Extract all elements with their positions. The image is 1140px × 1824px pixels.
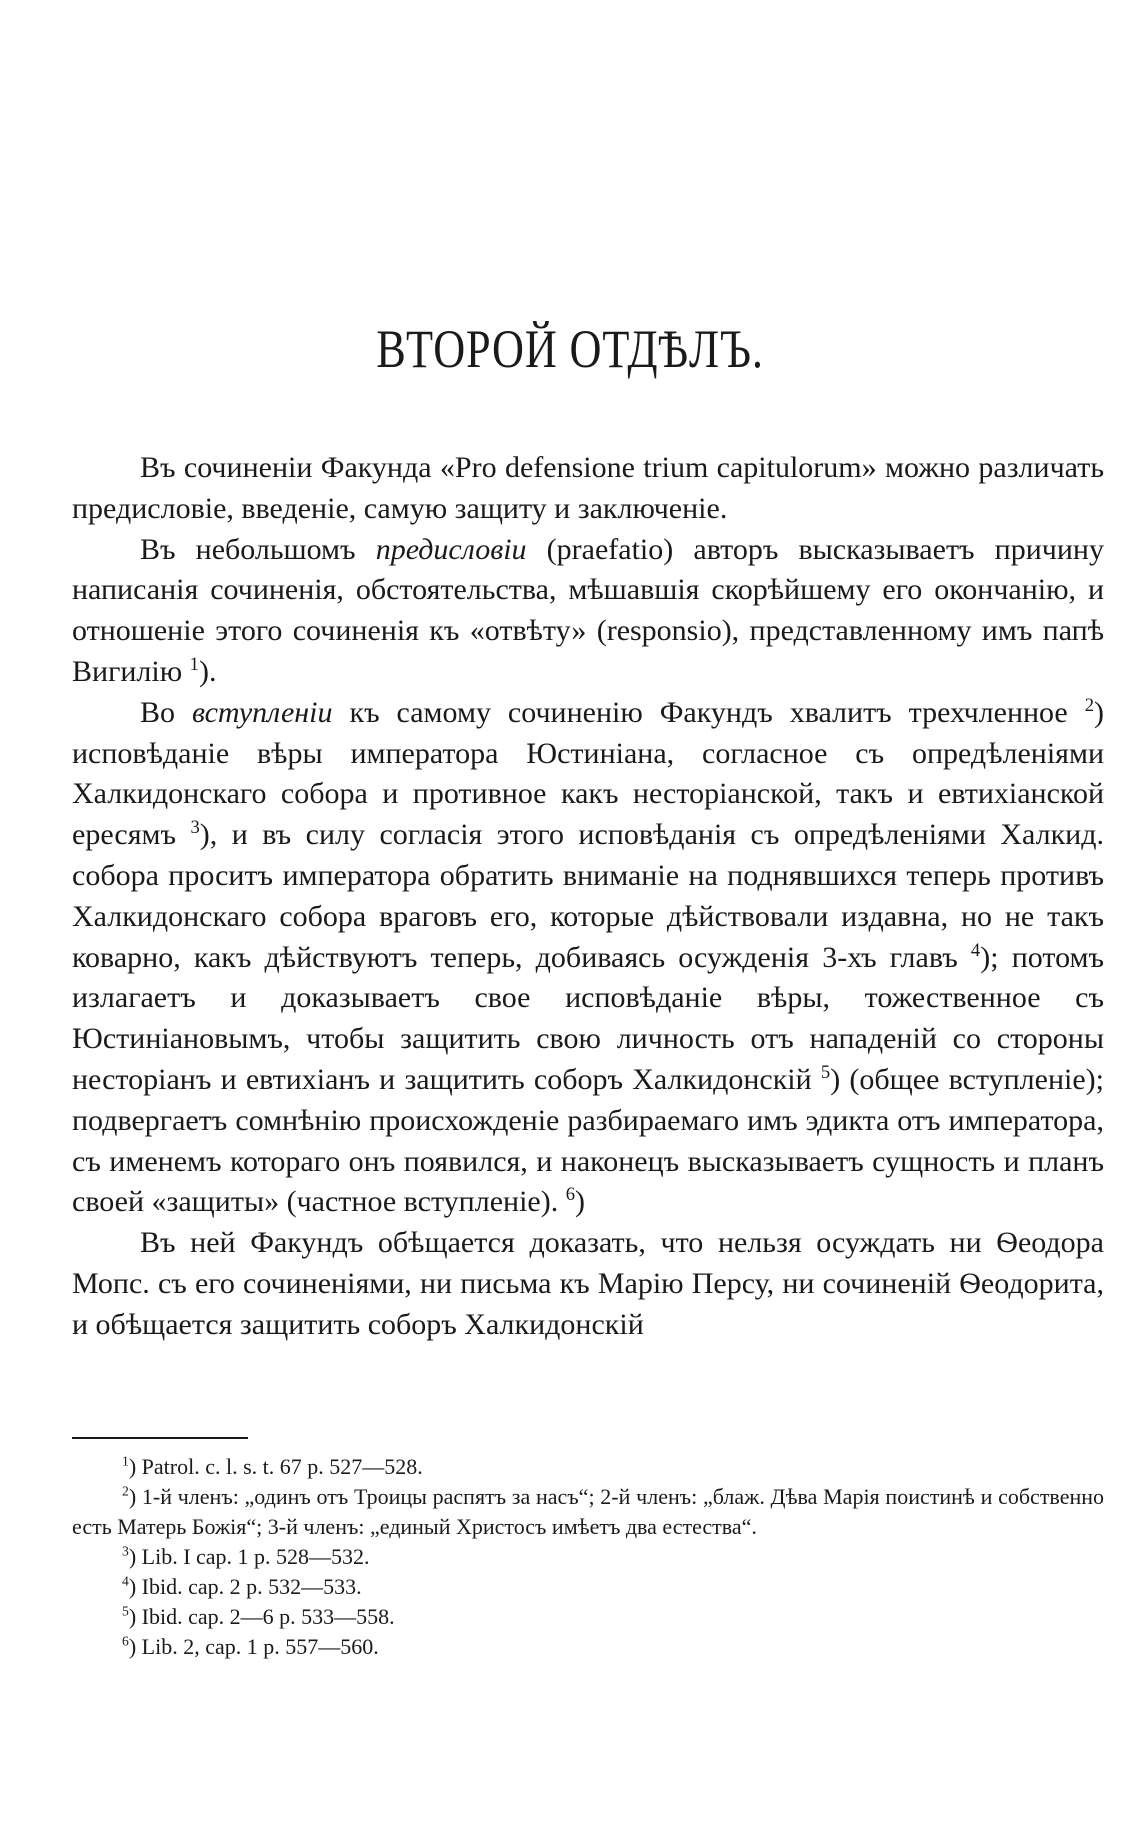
footnote: $^6$) Lib. 2, cap. 1 p. 557—560.	[122, 1633, 379, 1659]
paragraph-text: ).	[198, 654, 217, 688]
footnote-divider	[72, 1437, 248, 1439]
footnotes	[72, 1452, 1104, 1662]
paragraph	[72, 530, 1104, 693]
footnote-text: Lib. I cap. 1 p. 528—532.	[141, 1544, 370, 1569]
footnote-number: 5	[122, 1603, 129, 1619]
footnote-ref: 2	[1084, 694, 1094, 716]
footnote-number: 2	[122, 1483, 129, 1499]
footnote-number: 6	[122, 1633, 129, 1649]
footnote-text: Patrol. c. l. s. t. 67 p. 527—528.	[141, 1454, 423, 1479]
paragraph-text: ) (общее вступленіе); подвергаетъ сомнѣнію происхожденіе разбираемаго имъ эдикта отъ императора, съ именемъ котораго онъ появился, и наконецъ высказываетъ сущность и планъ своей «защиты» (частное вступленіе).	[72, 1062, 1104, 1219]
footnote: $^4$) Ibid. cap. 2 p. 532—533.	[122, 1573, 362, 1599]
paragraph-text: ), и въ силу согласія этого исповѣданія съ опредѣленіями Халкид. собора проситъ императора обратить вниманіе на поднявшихся теперь противъ Халкидонскаго собора враговъ его, которые дѣйствовали издавна, но не такъ коварно, какъ дѣйствуютъ теперь, добиваясь осужденія 3-хъ главъ	[72, 818, 1104, 974]
paragraph-text: Во	[140, 695, 192, 729]
footnote-number: 1	[122, 1453, 129, 1469]
paragraph-text: ); потомъ излагаетъ и доказываетъ свое исповѣданіе вѣры, тожественное съ Юстиніановымъ, чтобы защитить свою личность отъ нападеній со стороны несторіанъ и евтихіанъ и защитить соборъ Халкидонскій	[72, 940, 1105, 1096]
footnote-ref: 6	[565, 1184, 576, 1206]
footnote-text: 1-й членъ: „одинъ отъ Троицы распятъ за насъ“; 2-й членъ: „блаж. Дѣва Марія поистинѣ и собственно есть Матерь Божія“; 3-й членъ: „единый Христосъ имѣетъ два естества“.	[72, 1484, 1104, 1539]
italic-term: вступленіи	[191, 695, 333, 729]
footnote: $^3$) Lib. I cap. 1 p. 528—532.	[122, 1543, 370, 1569]
paragraph-text: Въ небольшомъ	[140, 532, 376, 566]
paragraph-text: ) исповѣданіе вѣры императора Юстиніана, согласное съ опредѣленіями Халкидонскаго собора и противное какъ несторіанской, такъ и евтихіанской ересямъ	[72, 695, 1104, 852]
paragraph	[72, 693, 1104, 1223]
footnote-ref: 3	[190, 817, 200, 839]
section-heading: ВТОРОЙ ОТДѢЛЪ.	[376, 319, 764, 379]
footnote-text: Lib. 2, cap. 1 p. 557—560.	[141, 1634, 379, 1659]
body-text	[72, 448, 1104, 1346]
footnote: $^1$) Patrol. c. l. s. t. 67 p. 527—528.	[122, 1453, 423, 1479]
footnote: $^5$) Ibid. cap. 2—6 p. 533—558.	[122, 1603, 395, 1629]
footnote-ref: 5	[820, 1061, 831, 1083]
paragraph-text: )	[575, 1185, 586, 1219]
paragraph-text: (praefatio) авторъ высказываетъ причину написанія сочиненія, обстоятельства, мѣшавшія скорѣйшему его окончанію, и отношеніе этого сочиненія къ «отвѣту» (responsio), представленному имъ папѣ Вигилію	[72, 532, 1104, 688]
italic-term: предисловіи	[375, 532, 527, 566]
footnote-number: 3	[122, 1543, 129, 1559]
paragraph	[72, 448, 1104, 530]
paragraph-text: къ самому сочиненію Факундъ хвалитъ трехчленное	[332, 695, 1085, 729]
paragraph-text: Въ сочиненіи Факунда «Pro defensione trium capitulorum» можно различать предисловіе, введеніе, самую защиту и заключеніе.	[72, 451, 1104, 525]
footnote-ref: 1	[189, 653, 199, 675]
paragraph-text: Въ ней Факундъ обѣщается доказать, что нельзя осуждать ни Ѳеодора Мопс. съ его сочиненіями, ни письма къ Марію Персу, ни сочиненій Ѳеодорита, и обѣщается защитить соборъ Халкидонскій	[72, 1226, 1104, 1341]
footnote-ref: 4	[970, 939, 981, 961]
paragraph	[72, 1223, 1104, 1345]
footnote-text: Ibid. cap. 2 p. 532—533.	[141, 1574, 362, 1599]
footnote: $^2$) 1-й членъ: „одинъ отъ Троицы распятъ за насъ“; 2-й членъ: „блаж. Дѣва Марія поистинѣ и собственно есть Матерь Божія“; 3-й членъ: „единый Христосъ имѣетъ два естества“.	[72, 1483, 1104, 1539]
footnote-number: 4	[122, 1573, 129, 1589]
footnote-text: Ibid. cap. 2—6 p. 533—558.	[141, 1604, 395, 1629]
